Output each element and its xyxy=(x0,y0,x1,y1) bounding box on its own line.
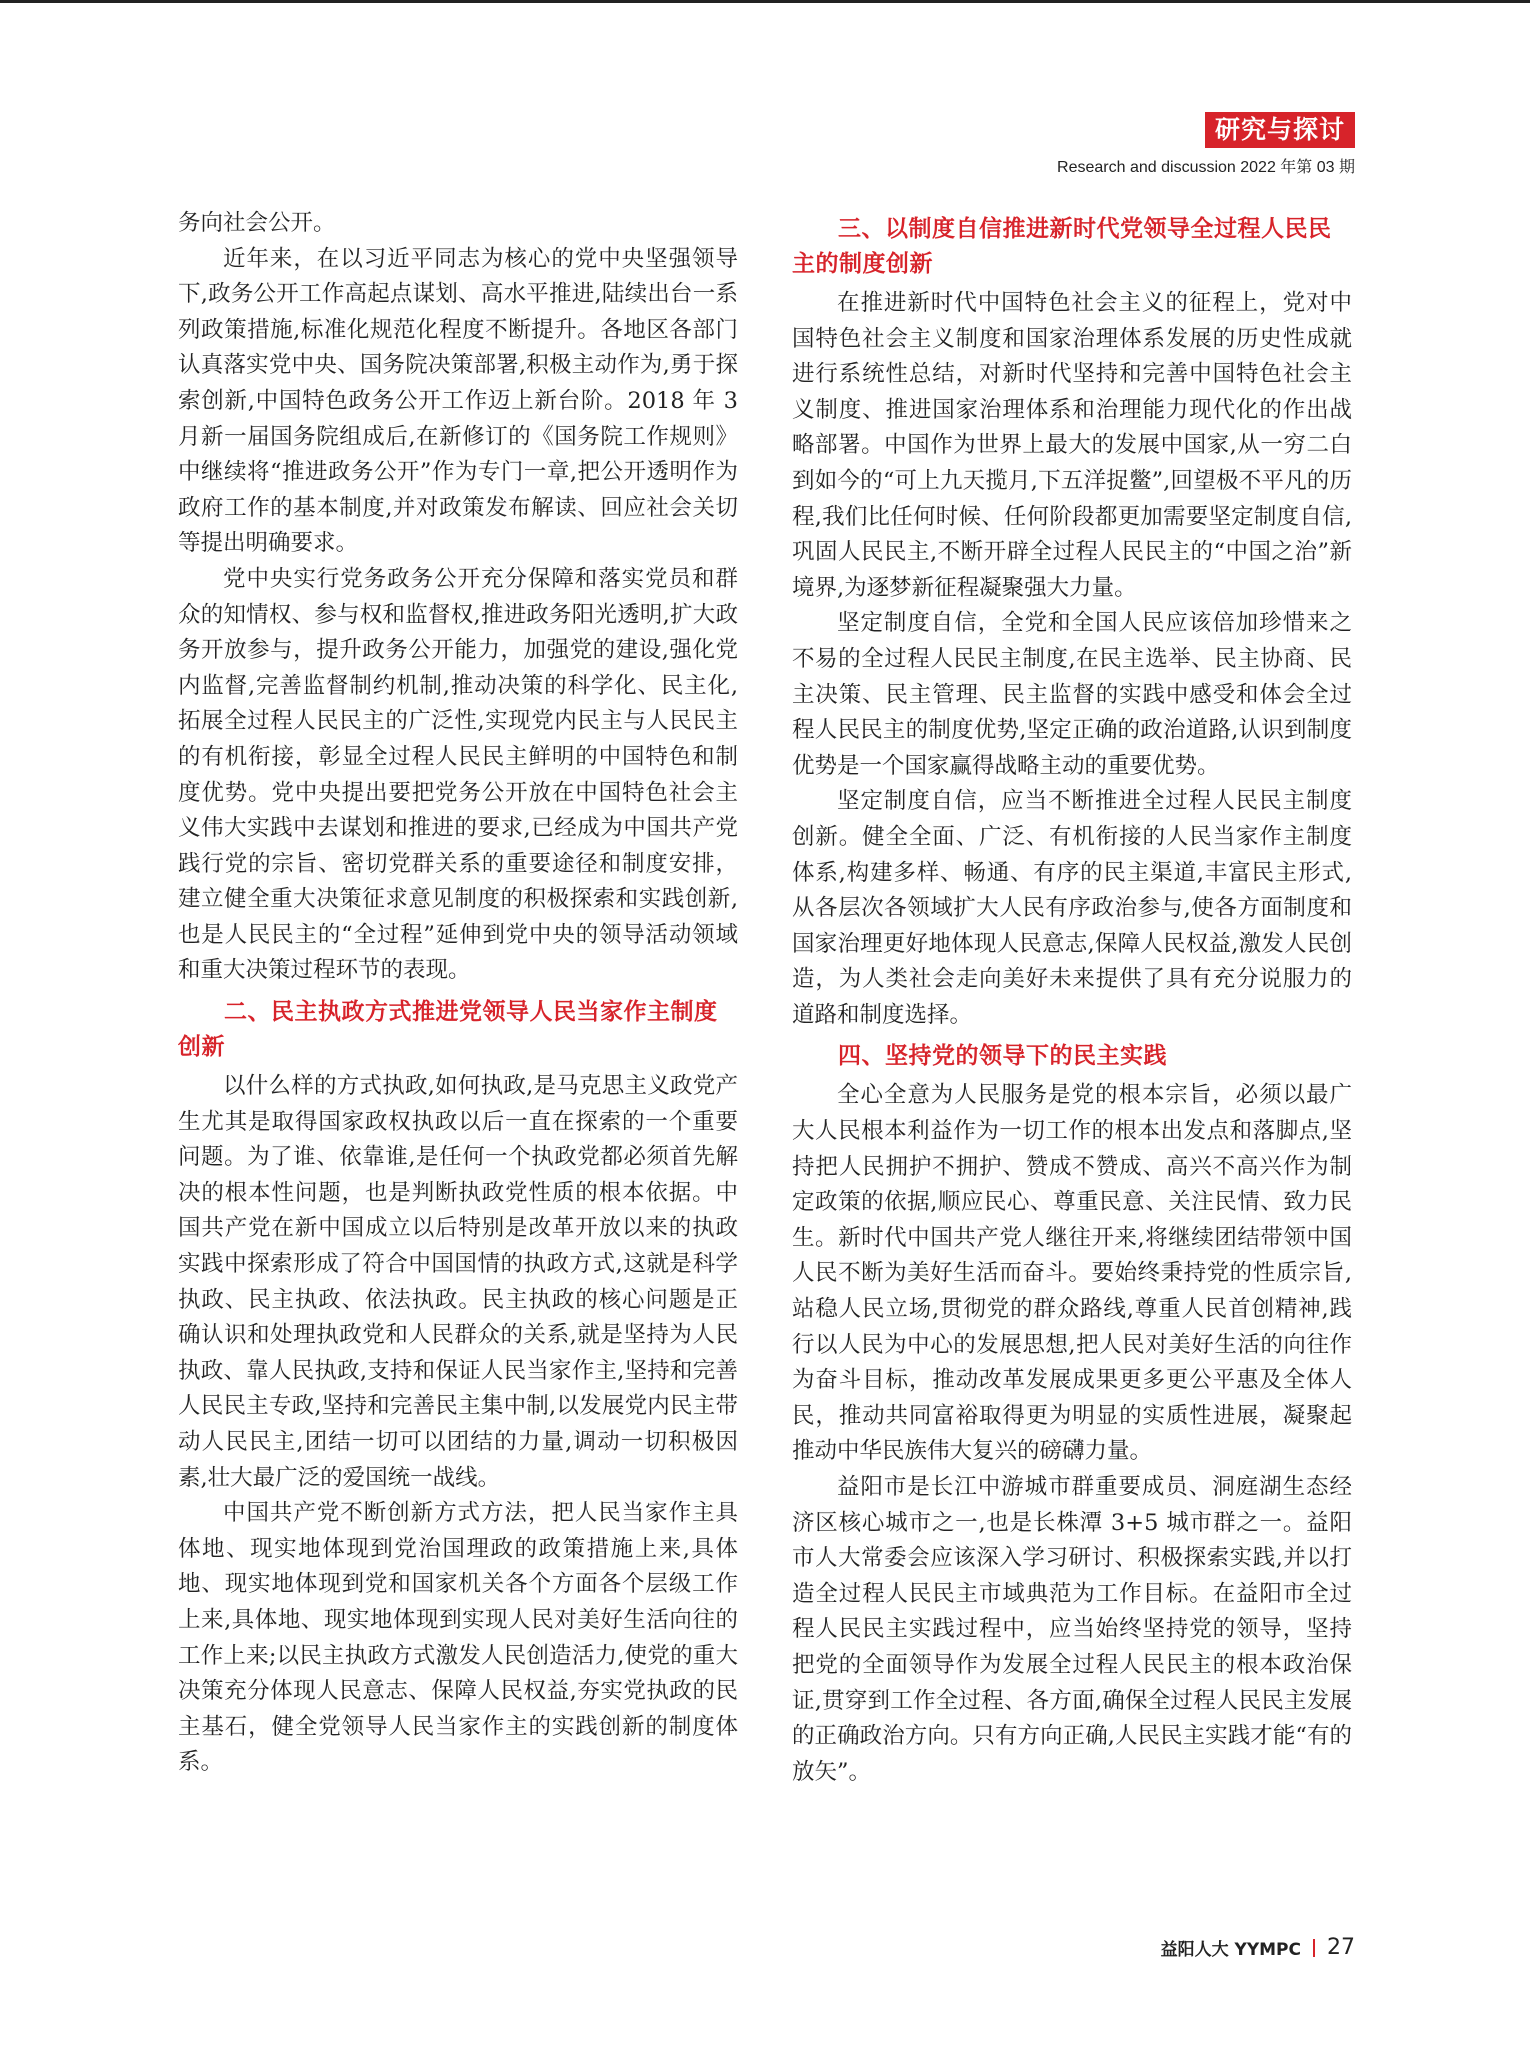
right-column xyxy=(792,206,1352,1790)
page-footer xyxy=(1161,1935,1355,1960)
left-column xyxy=(178,206,738,1781)
paragraph: 务向社会公开。 xyxy=(178,210,336,236)
paragraph: 坚定制度自信，应当不断推进全过程人民民主制度创新。健全全面、广泛、有机衔接的人民当家作主制度体系,构建多样、畅通、有序的民主渠道,丰富民主形式,从各层次各领域扩大人民有序政治参与,使各方面制度和国家治理更好地体现人民意志,保障人民权益,激发人民创造，为人类社会走向美好未来提供了具有充分说服力的道路和制度选择。 xyxy=(792,788,1352,1028)
footer-separator xyxy=(1313,1939,1315,1957)
paragraph: 以什么样的方式执政,如何执政,是马克思主义政党产生尤其是取得国家政权执政以后一直在探索的一个重要问题。为了谁、依靠谁,是任何一个执政党都必须首先解决的根本性问题，也是判断执政党性质的根本依据。中国共产党在新中国成立以后特别是改革开放以来的执政实践中探索形成了符合中国国情的执政方式,这就是科学执政、民主执政、依法执政。民主执政的核心问题是正确认识和处理执政党和人民群众的关系,就是坚持为人民执政、靠人民执政,支持和保证人民当家作主,坚持和完善人民民主专政,坚持和完善民主集中制,以发展党内民主带动人民民主,团结一切可以团结的力量,调动一切积极因素,壮大最广泛的爱国统一战线。 xyxy=(178,1073,738,1491)
section-title-badge: 研究与探讨 xyxy=(1205,112,1355,148)
paragraph: 益阳市是长江中游城市群重要成员、洞庭湖生态经济区核心城市之一,也是长株潭 3+5 城市群之一。益阳市人大常委会应该深入学习研讨、积极探索实践,并以打造全过程人民民主市域典范为工作目标。在益阳市全过程人民民主实践过程中，应当始终坚持党的领导，坚持把党的全面领导作为发展全过程人民民主的根本政治保证,贯穿到工作全过程、各方面,确保全过程人民民主发展的正确政治方向。只有方向正确,人民民主实践才能“有的放矢”。 xyxy=(792,1474,1352,1785)
section-heading: 四、坚持党的领导下的民主实践 xyxy=(838,1043,1167,1070)
top-rule xyxy=(0,0,1530,3)
magazine-name: 益阳人大 YYMPC xyxy=(1160,1940,1301,1960)
paragraph: 在推进新时代中国特色社会主义的征程上，党对中国特色社会主义制度和国家治理体系发展的历史性成就进行系统性总结，对新时代坚持和完善中国特色社会主义制度、推进国家治理体系和治理能力现代化的作出战略部署。中国作为世界上最大的发展中国家,从一穷二白到如今的“可上九天揽月,下五洋捉鳖”,回望极不平凡的历程,我们比任何时候、任何阶段都更加需要坚定制度自信,巩固人民民主,不断开辟全过程人民民主的“中国之治”新境界,为逐梦新征程凝聚强大力量。 xyxy=(792,290,1352,601)
section-subtitle: Research and discussion 2022 年第 03 期 xyxy=(1057,159,1355,176)
page-number: 27 xyxy=(1327,1935,1355,1960)
section-heading: 二、民主执政方式推进党领导人民当家作主制度创新 xyxy=(178,999,718,1061)
paragraph: 坚定制度自信，全党和全国人民应该倍加珍惜来之不易的全过程人民民主制度,在民主选举、民主协商、民主决策、民主管理、民主监督的实践中感受和体会全过程人民民主的制度优势,坚定正确的政治道路,认识到制度优势是一个国家赢得战略主动的重要优势。 xyxy=(792,610,1352,779)
paragraph: 全心全意为人民服务是党的根本宗旨，必须以最广大人民根本利益作为一切工作的根本出发点和落脚点,坚持把人民拥护不拥护、赞成不赞成、高兴不高兴作为制定政策的依据,顺应民心、尊重民意、关注民情、致力民生。新时代中国共产党人继往开来,将继续团结带领中国人民不断为美好生活而奋斗。要始终秉持党的性质宗旨,站稳人民立场,贯彻党的群众路线,尊重人民首创精神,践行以人民为中心的发展思想,把人民对美好生活的向往作为奋斗目标，推动改革发展成果更多更公平惠及全体人民，推动共同富裕取得更为明显的实质性进展，凝聚起推动中华民族伟大复兴的磅礴力量。 xyxy=(792,1082,1352,1465)
paragraph: 中国共产党不断创新方式方法，把人民当家作主具体地、现实地体现到党治国理政的政策措施上来,具体地、现实地体现到党和国家机关各个方面各个层级工作上来,具体地、现实地体现到实现人民对美好生活向往的工作上来;以民主执政方式激发人民创造活力,使党的重大决策充分体现人民意志、保障人民权益,夯实党执政的民主基石，健全党领导人民当家作主的实践创新的制度体系。 xyxy=(178,1500,738,1776)
paragraph: 党中央实行党务政务公开充分保障和落实党员和群众的知情权、参与权和监督权,推进政务阳光透明,扩大政务开放参与，提升政务公开能力，加强党的建设,强化党内监督,完善监督制约机制,推动决策的科学化、民主化,拓展全过程人民民主的广泛性,实现党内民主与人民民主的有机衔接，彰显全过程人民民主鲜明的中国特色和制度优势。党中央提出要把党务公开放在中国特色社会主义伟大实践中去谋划和推进的要求,已经成为中国共产党践行党的宗旨、密切党群关系的重要途径和制度安排，建立健全重大决策征求意见制度的积极探索和实践创新,也是人民民主的“全过程”延伸到党中央的领导活动领域和重大决策过程环节的表现。 xyxy=(178,565,738,984)
section-heading: 三、以制度自信推进新时代党领导全过程人民民主的制度创新 xyxy=(792,216,1332,277)
paragraph: 近年来，在以习近平同志为核心的党中央坚强领导下,政务公开工作高起点谋划、高水平推进,陆续出台一系列政策措施,标准化规范化程度不断提升。各地区各部门认真落实党中央、国务院决策部署,积极主动作为,勇于探索创新,中国特色政务公开工作迈上新台阶。2018 年 3 月新一届国务院组成后,在新修订的《国务院工作规则》中继续将“推进政务公开”作为专门一章,把公开透明作为政府工作的基本制度,并对政策发布解读、回应社会关切等提出明确要求。 xyxy=(178,245,738,557)
